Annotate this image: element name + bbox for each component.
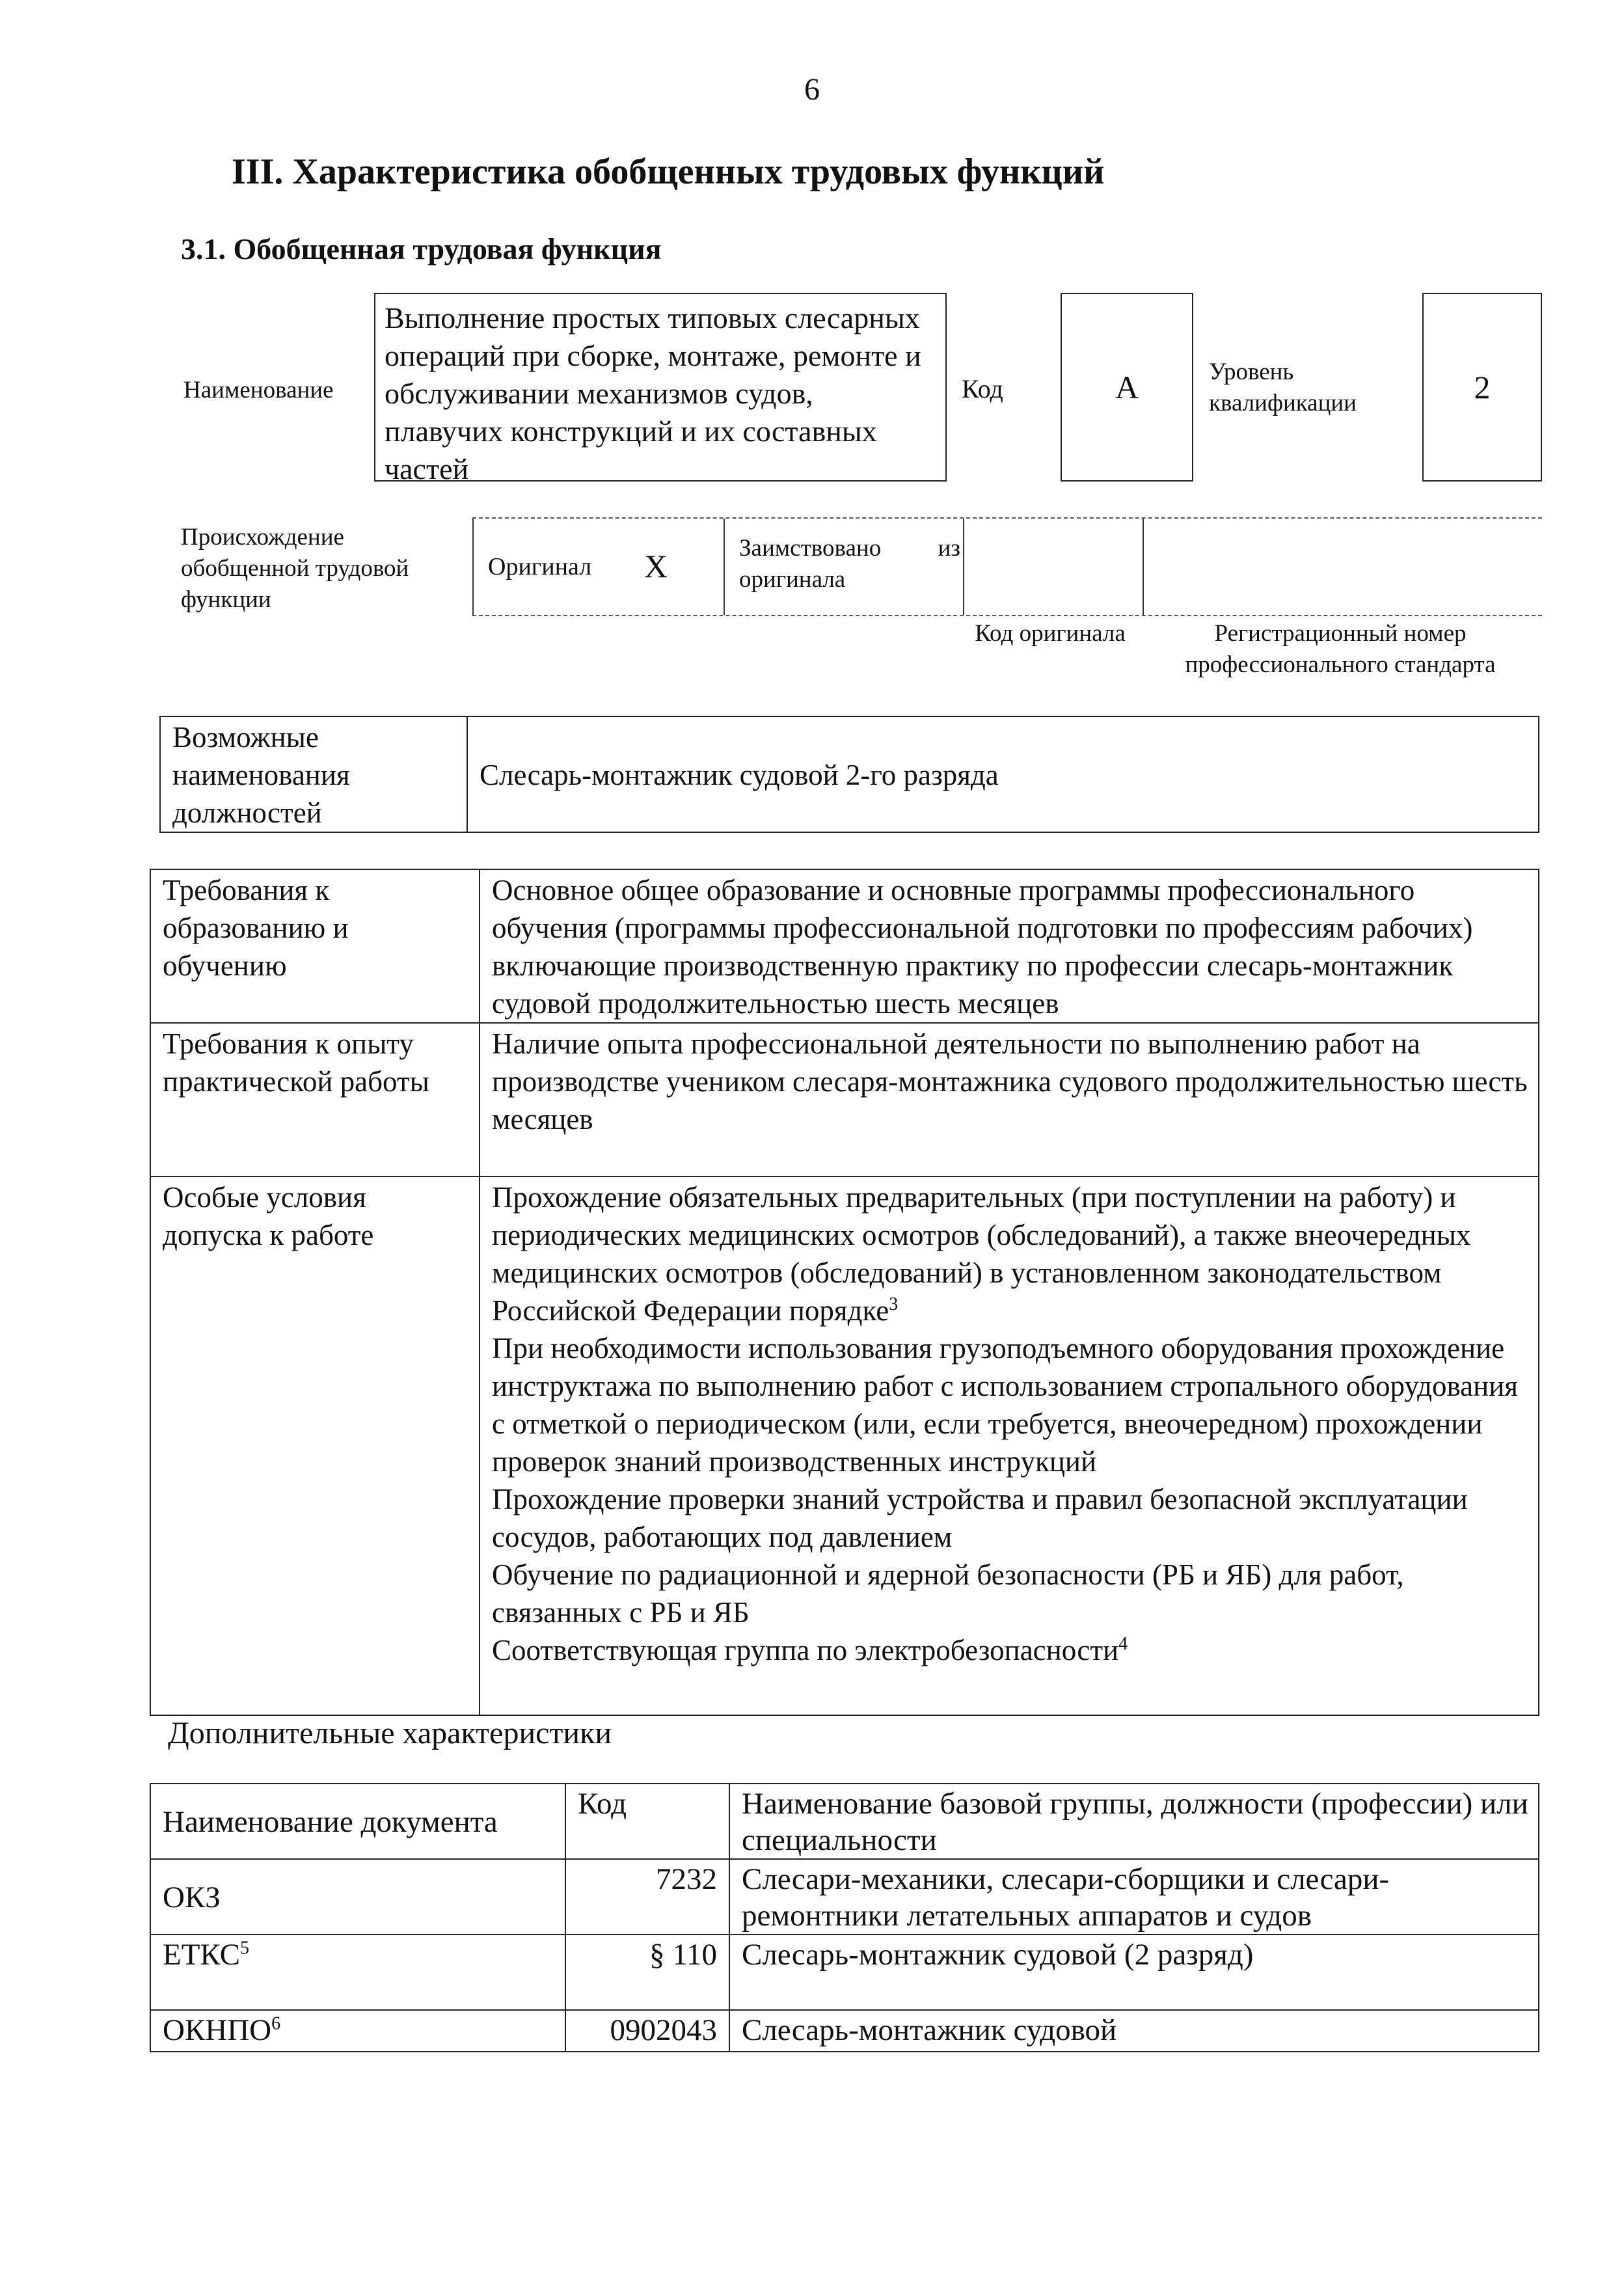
code-label: Код — [962, 374, 1003, 403]
requirement-label: Требования к опыту практической работы — [150, 1023, 480, 1176]
requirement-value: Наличие опыта профессиональной деятельности по выполнению работ на производстве учеником слесаря-монтажника судового продолжительностью шесть месяцев — [480, 1023, 1539, 1176]
name-label: Наименование — [183, 377, 334, 403]
table-row — [150, 1023, 1539, 1176]
function-name-box: Выполнение простых типовых слесарных операций при сборке, монтаже, ремонте и обслуживании механизмов судов, плавучих конструкций и их составных частей — [374, 293, 947, 482]
code-cell: 0902043 — [565, 2010, 729, 2052]
origin-original-cell — [472, 519, 724, 615]
requirement-value: Основное общее образование и основные программы профессионального обучения (программы профессиональной подготовки по профессиям рабочих) включающие производственную практику по профессии слесарь-монтажник судовой продолжительностью шесть месяцев — [480, 869, 1539, 1023]
positions-value: Слесарь-монтажник судовой 2-го разряда — [467, 716, 1539, 832]
header-name: Наименование базовой группы, должности (профессии) или специальности — [729, 1784, 1539, 1859]
doc-cell — [150, 1935, 565, 2010]
name-cell: Слесарь-монтажник судовой (2 разряд) — [729, 1935, 1539, 2010]
doc-name: ЕТКС — [163, 1938, 240, 1972]
caption-registration-number: Регистрационный номер профессионального стандарта — [1185, 620, 1496, 678]
condition-line: Прохождение обязательных предварительных (при поступлении на работу) и периодических медицинских осмотров (обследований), а также внеочередных медицинских осмотров (обследований) в установленном законодательством Российской Федерации порядке — [492, 1181, 1471, 1327]
table-header-row — [150, 1784, 1539, 1859]
table-row — [150, 2010, 1539, 2052]
table-row — [150, 869, 1539, 1023]
doc-name: ОКНПО — [163, 2013, 272, 2047]
condition-line: Соответствующая группа по электробезопасности — [492, 1634, 1119, 1666]
origin-grid — [472, 517, 1542, 616]
table-row — [150, 1935, 1539, 2010]
origin-label: Происхождение обобщенной трудовой функции — [181, 524, 409, 613]
origin-borrowed-cell — [724, 519, 963, 615]
requirement-value — [480, 1176, 1539, 1715]
footnote-mark: 3 — [889, 1294, 899, 1314]
function-code-box: А — [1061, 293, 1193, 482]
page-number: 6 — [804, 72, 820, 107]
table-row — [150, 1176, 1539, 1715]
origin-code-cell — [963, 519, 1143, 615]
level-label: Уровень квалификации — [1209, 359, 1357, 416]
section-title: III. Характеристика обобщенных трудовых функций — [232, 152, 1105, 192]
doc-cell: ОКЗ — [150, 1859, 565, 1935]
additional-title: Дополнительные характеристики — [168, 1716, 612, 1750]
qualification-level-box: 2 — [1422, 293, 1542, 482]
condition-line: Обучение по радиационной и ядерной безопасности (РБ и ЯБ) для работ, связанных с РБ и ЯБ — [492, 1558, 1404, 1629]
condition-line: Прохождение проверки знаний устройства и правил безопасной эксплуатации сосудов, работающих под давлением — [492, 1483, 1468, 1553]
name-cell: Слесари-механики, слесари-сборщики и слесари-ремонтники летательных аппаратов и судов — [729, 1859, 1539, 1935]
condition-line: При необходимости использования грузоподъемного оборудования прохождение инструктажа по выполнению работ с использованием стропального оборудования с отметкой о периодическом (или, если требуется, внеочередном) прохождении проверок знаний производственных инструкций — [492, 1332, 1518, 1478]
header-doc: Наименование документа — [150, 1784, 565, 1859]
borrowed-label: Заимствовано из оригинала — [739, 535, 960, 593]
footnote-mark: 4 — [1118, 1634, 1128, 1654]
additional-table — [150, 1783, 1539, 2052]
positions-label: Возможные наименования должностей — [160, 716, 467, 832]
positions-table — [159, 716, 1539, 833]
code-cell: 7232 — [565, 1859, 729, 1935]
footnote-mark: 6 — [271, 2013, 281, 2034]
requirement-label: Особые условия допуска к работе — [150, 1176, 480, 1715]
original-mark: Х — [644, 548, 668, 584]
header-code: Код — [565, 1784, 729, 1859]
code-cell: § 110 — [565, 1935, 729, 2010]
requirement-label: Требования к образованию и обучению — [150, 869, 480, 1023]
footnote-mark: 5 — [239, 1938, 249, 1959]
name-cell: Слесарь-монтажник судовой — [729, 2010, 1539, 2052]
caption-code-original: Код оригинала — [975, 620, 1126, 647]
table-row — [150, 1859, 1539, 1935]
requirements-table — [150, 869, 1539, 1716]
original-label: Оригинал — [488, 553, 592, 580]
doc-cell — [150, 2010, 565, 2052]
origin-reg-cell — [1143, 519, 1542, 615]
subsection-title: 3.1. Обобщенная трудовая функция — [181, 232, 662, 265]
